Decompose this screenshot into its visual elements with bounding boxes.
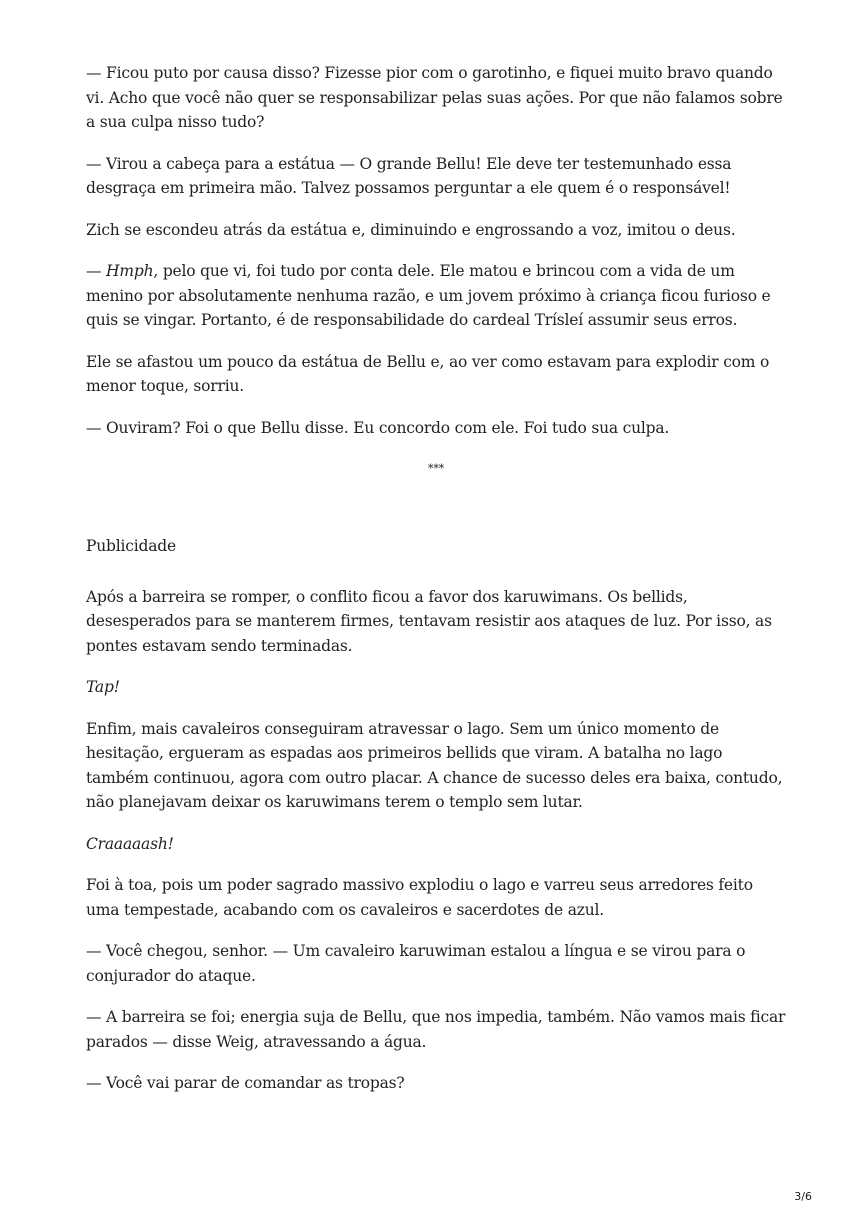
paragraph: — Virou a cabeça para a estátua — O grande Bellu! Ele deve ter testemunhado essa desgraça em primeira mão. Talvez possamos perguntar a ele quem é o responsável! bbox=[86, 154, 732, 197]
paragraph: Enfim, mais cavaleiros conseguiram atravessar o lago. Sem um único momento de hesitação, ergueram as espadas aos primeiros bellids que viram. A batalha no lago também continuou, agora com outro placar. A chance de sucesso deles era baixa, contudo, não planejavam deixar os karuwimans terem o templo sem lutar. bbox=[86, 719, 783, 811]
paragraph-prefix: — bbox=[86, 262, 107, 280]
sound-effect: Craaaaash! bbox=[86, 834, 174, 853]
paragraph: — Você vai parar de comandar as tropas? bbox=[86, 1074, 405, 1092]
sound-effect: Tap! bbox=[86, 678, 120, 696]
paragraph: — A barreira se foi; energia suja de Bellu, que nos impedia, também. Não vamos mais ficar parados — disse Weig, atravessando a água. bbox=[86, 1008, 786, 1051]
page-number: 3/6 bbox=[794, 1190, 812, 1203]
paragraph: — Você chegou, senhor. — Um cavaleiro karuwiman estalou a língua e se virou para o conjurador do ataque. bbox=[86, 942, 746, 985]
italic-interjection: Hmph bbox=[106, 262, 154, 280]
paragraph: Zich se escondeu atrás da estátua e, diminuindo e engrossando a voz, imitou o deus. bbox=[86, 220, 736, 239]
paragraph: — Ficou puto por causa disso? Fizesse pior com o garotinho, e fiquei muito bravo quando vi. Acho que você não quer se responsabilizar pelas suas ações. Por que não falamos sobre a sua culpa nisso tudo? bbox=[86, 64, 783, 131]
paragraph: Após a barreira se romper, o conflito ficou a favor dos karuwimans. Os bellids, desesperados para se manterem firmes, tentavam resistir aos ataques de luz. Por isso, as pontes estavam sendo terminadas. bbox=[86, 587, 772, 655]
paragraph-text: , pelo que vi, foi tudo por conta dele. Ele matou e brincou com a vida de um menino por absolutamente nenhuma razão, e um jovem próximo à criança ficou furioso e quis se vingar. Portanto, é de responsabilidade do cardeal Trísleí assumir seus erros. bbox=[86, 262, 771, 329]
document-body bbox=[86, 61, 786, 1113]
scene-separator: *** bbox=[428, 462, 444, 475]
paragraph: Ele se afastou um pouco da estátua de Bellu e, ao ver como estavam para explodir com o menor toque, sorriu. bbox=[86, 352, 770, 395]
paragraph bbox=[86, 259, 786, 333]
paragraph: Foi à toa, pois um poder sagrado massivo explodiu o lago e varreu seus arredores feito uma tempestade, acabando com os cavaleiros e sacerdotes de azul. bbox=[86, 876, 753, 919]
paragraph: — Ouviram? Foi o que Bellu disse. Eu concordo com ele. Foi tudo sua culpa. bbox=[86, 418, 670, 437]
ad-label: Publicidade bbox=[86, 537, 176, 555]
paragraph bbox=[86, 675, 786, 700]
paragraph bbox=[86, 832, 786, 857]
